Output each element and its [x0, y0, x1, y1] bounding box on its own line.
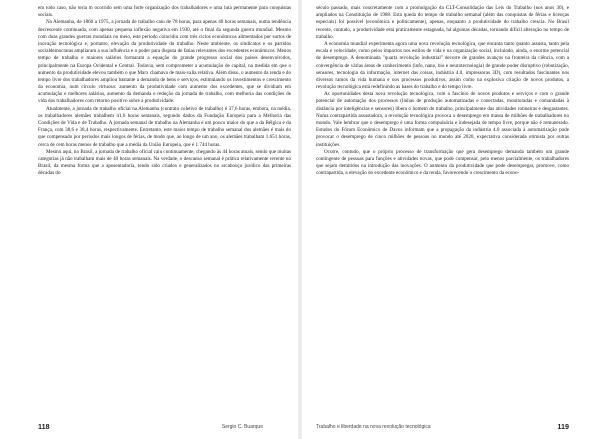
page-number: 118	[38, 422, 50, 431]
right-page	[316, 5, 569, 433]
right-page-footer	[316, 419, 569, 433]
paragraph: As oportunidades desta nova revolução tecnológica, com o fascínio de novos produtos e serviços e com o grande potencial de automação dos processos (linhas de produção automatizadas e conectadas, monitoradas e comandadas à distância por inteligências e sensores) libera o homem do trabalho, principalmente das atividades rotineiras e desgastantes. Numa contrapartida assustadora, a revolução tecnológica provoca o desemprego em massa de milhões de trabalhadores no mundo. Vale lembrar que o desemprego é uma forma compulsória e indesejada de tempo livre, porque não é remunerado. Estudos do Fórum Econômico de Davos informam que a propagação da indústria 4.0 associada à automatização pode provocar o desemprego de cinco milhões de pessoas no mundo até 2020, expectativa considerada otimista por outras instituições.	[316, 91, 569, 148]
paragraph: Na Alemanha, de 1860 a 1975, a jornada de trabalho caiu de 78 horas, para apenas 40 horas semanais, numa tendência decrescente continuada, com apenas pequena inflexão negativa em 1930, até o final da segunda guerra mundial. Mesmo com duas grandes guerras mundiais no meio, este período coincidiu com três ciclos econômicos alimentados por surtos de inovação tecnológica e, portanto, elevação da produtividade do trabalho. Neste ambiente, os sindicatos e os partidos socialdemocratas ampliaram a sua influência e o poder para disputa de fatias relevantes dos excedentes econômicos. Menos tempo de trabalho e maiores salários formaram a equação do grande progresso social dos países desenvolvidos, principalmente na Europa Ocidental e Central. Todavia, sem comprometer a acumulação de capital, na medida em que o aumento da produtividade elevou também o que Marx chamava de mais-valia relativa. Além disso, o aumento da renda e do tempo livre dos trabalhadores ampliou bastante a demanda de bens e serviços, estimulando os investimentos e crescimento da economia, num círculo virtuoso: aumento da produtividade com aumento dos excedentes, que se dividiam em acumulação e melhores salários, aumento da demanda e redução da jornada de trabalho, com melhoria das condições de vida dos trabalhadores com retorno positivo sobre a produtividade.	[38, 19, 291, 105]
paragraph: século passado, mais concretamente com a promulgação da CLT-Consolidação das Leis do Trabalho (nos anos 30), e ampliados na Constituição de 1988. Esta queda do tempo de trabalho semanal (além das conquistas de férias e licenças especiais) foi possível (econômica e politicamente), apenas, enquanto a produtividade do trabalho crescia. No Brasil recente, contudo, a produtividade está praticamente estagnada, há algumas décadas, tornando difícil alteração no tempo de trabalho.	[316, 5, 569, 40]
left-page-footer	[38, 419, 291, 433]
paragraph: em todo caso, não teria m ocorrido sem uma forte organização dos trabalhadores e uma luta permanente para conquistas sociais.	[38, 5, 291, 19]
left-page	[38, 5, 291, 433]
running-head-title: Trabalho e liberdade na nova revolução tecnológica	[316, 424, 431, 430]
book-gutter	[298, 0, 302, 439]
paragraph: Atualmente, a jornada de trabalho oficial na Alemanha (contrato coletivo de trabalho) é 37,6 horas, embora, na média, os trabalhadores alemães trabalhem 41,6 horas semanais, segundo dados da Fundação Europeia para a Melhoria das Condições de Vida e de Trabalho. A jornada semanal de trabalho na Alemanha é um pouco maior do que a da Bélgica e da França, com 38,6 e 38,4 horas, respectivamente. Entretanto, este maior tempo de trabalho semanal dos alemães é mais do que compensado por períodos mais longos de férias, de modo que, ao longo de um ano, os alemães trabalham 1.651 horas, cerca de cem horas menos de trabalho que a média da União Europeia, que é 1.744 horas.	[38, 105, 291, 148]
left-page-body	[38, 5, 291, 178]
page-number: 119	[557, 422, 569, 431]
paragraph: A economia mundial experimenta agora uma nova revolução tecnológica, que encanta tanto quanto assusta, tanto pela escala e velocidade, como pelos impactos nos estilos de vida e na organização social, incluindo, ainda, o enorme potencial de desemprego. A denominada "quarta revolução industrial" decorre de grandes avanços na fronteira da ciência, com a convergência de várias áreas de conhecimento (info, nano, bio e neurotecnologia) de grande poder disruptivo (robotização, sensores, tecnologia da informação, internet das coisas, indústria 4.0, impressoras 3D), com resultados fascinantes nos diversos ramos da vida humana e nos processos produtivos, assim como na explosiva criação de novos produtos, a revolução tecnológica está redefinindo as bases do trabalho e do tempo livre.	[316, 40, 569, 91]
paragraph: Ocorre, contudo, que o próprio processo de transformação que gera desemprego demanda também um grande contingente de pessoas para funções e atividades novas, que pode compensar, pelo menos parcialmente, os trabalhadores que sejam demitidos na introdução das inovações. O aumento da produtividade que pode desempregar, promove, como contrapartida, a elevação do excedente econômico e da renda, favorecendo o crescimento da econo-	[316, 148, 569, 177]
paragraph: Mesmo aqui, no Brasil, a jornada de trabalho oficial caiu continuamente, chegando às 44 horas atuais, sendo que muitas categorias já não trabalham mais de 40 horas semanais. Na verdade, o descanso semanal é prática relativamente recente no Brasil, da mesma forma que a aposentadoria, tendo sido criados e generalizados no arcabouço jurídico das primeiras décadas do	[38, 148, 291, 177]
running-head-author: Sergio C. Buarque	[221, 424, 263, 430]
right-page-body	[316, 5, 569, 178]
